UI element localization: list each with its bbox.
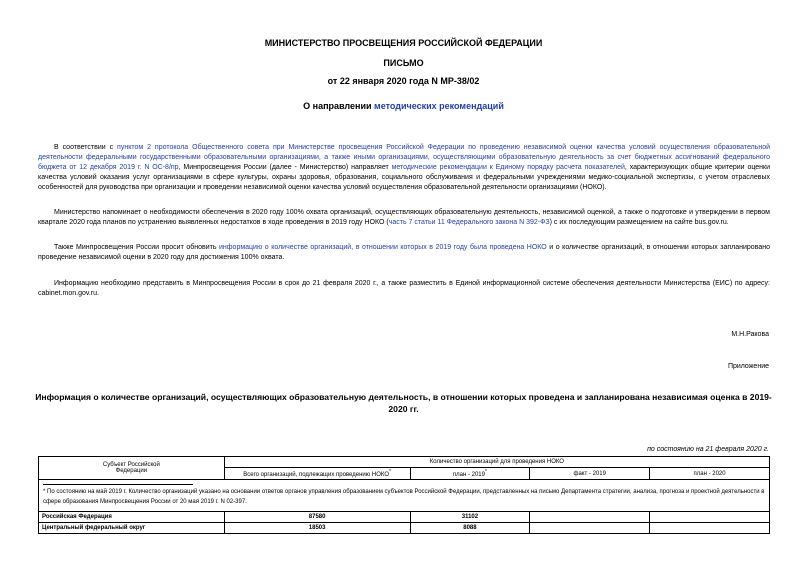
header-plan-2019-label: план - 2019 — [452, 472, 485, 478]
para1-text-3: , характеризующих общие критерии оценки качества условий оказания услуг организациями в сфере культуры, охраны здоровья, образования, социального обслуживания и федеральными учреждениями медико-социальной экспертизы, с учетом отраслевых особенностей для руководства при организации и проведении независимой оценки качества условий осуществления образовательной деятельности организациями (НОКО). — [38, 164, 770, 191]
row-plan-2020 — [650, 512, 770, 523]
row-plan-2020 — [650, 523, 770, 534]
signature: М.Н.Ракова — [731, 331, 769, 338]
date-line: от 22 января 2020 года N МР-38/02 — [327, 76, 480, 86]
row-plan-2019: 31102 — [410, 512, 530, 523]
paragraph-3 — [38, 243, 770, 263]
header-total-label: Всего организаций, подлежащих проведению НОКО — [243, 472, 390, 478]
header-subject-line-1: Субъект Российской — [102, 462, 160, 468]
protocol-link[interactable]: пунктом 2 протокола Общественного совета при Министерстве просвещения Российской Федерации по проведению независимой оценки качества условий осуществления образовательной деятельности федеральными государственными образовательными организациями, а также иными организациями, осуществляющими образовательную деятельность за счет бюджетных ассигнований федерального бюджета от 12 декабря 2019 г. N ОС-8/пр — [38, 144, 770, 171]
info-title: Информация о количестве организаций, осуществляющих образовательную деятельность, в отношении которых проведена и запланирована независимая оценка в 2019-2020 гг. — [35, 392, 772, 414]
organizations-info-link[interactable]: информацию о количестве организаций, в отношении которых в 2019 году была проведена НОКО — [219, 244, 547, 251]
row-fact-2019 — [530, 512, 650, 523]
para3-text-1: Также Минпросвещения России просит обновить — [54, 244, 220, 251]
footnote-text: По состоянию на май 2019 г. Количество организаций указано на основании ответов органов управления образованием субъектов Российской Федерации, представленных на письмо Департамента стратегии, анализа, прогноза и проектной деятельности в сфере образования Минпросвещения России от 20 мая 2019 г. N 02-397. — [43, 489, 765, 505]
para2-text-1: Министерство напоминает о необходимости обеспечения в 2020 году 100% охвата организаций, осуществляющих образовательную деятельность, независимой оценкой, а также о подготовке и утверждении в первом квартале 2020 года планов по устранению выявленных недостатков в ходе проведения в 2019 году НОКО ( — [38, 209, 770, 226]
para1-text-2: , Минпросвещения России (далее - Министерство) направляет — [178, 164, 392, 171]
footnote-cell — [39, 480, 770, 512]
table-footnote-row — [39, 480, 770, 512]
row-name: Российская Федерация — [39, 512, 225, 523]
methodical-recommendations-link[interactable]: методические рекомендации к Единому порядку расчета показателей — [391, 164, 625, 171]
appendix-label: Приложение — [727, 363, 769, 370]
footnote-marker: * — [43, 489, 48, 495]
para4-text-1: Информацию необходимо представить в Минпросвещения России в срок до 21 февраля 2020 г., а также разместить в Единой информационной системе обеспечения деятельности Министерства (ЕИС) по адресу: cabinet.mon.gov.ru. — [38, 280, 770, 297]
paragraph-4 — [38, 279, 770, 299]
as-of-date: по состоянию на 21 февраля 2020 г. — [647, 446, 769, 453]
header-subject-line-2: Федерации — [115, 468, 148, 474]
header-total: Всего организаций, подлежащих проведению НОКО* — [224, 468, 410, 480]
para3-text-2: и о количестве организаций, в отношении которых запланировано проведение независимой оценки в 2020 году для достижения 100% охвата. — [38, 244, 770, 261]
federal-law-link[interactable]: часть 7 статьи 11 Федерального закона N 392-ФЗ — [388, 219, 550, 226]
header-plan-2019: план - 2019* — [410, 468, 530, 480]
ministry-heading: МИНИСТЕРСТВО ПРОСВЕЩЕНИЯ РОССИЙСКОЙ ФЕДЕРАЦИИ — [264, 38, 543, 48]
row-plan-2019: 8088 — [410, 523, 530, 534]
organizations-table — [38, 456, 770, 534]
subject-prefix: О направлении — [303, 101, 375, 111]
table-header-row-1 — [39, 457, 770, 468]
header-fact-2019: факт - 2019 — [530, 468, 650, 480]
row-total: 18503 — [224, 523, 410, 534]
para2-text-2: ) с их последующим размещением на сайте bus.gov.ru. — [549, 219, 729, 226]
footnote-rule — [43, 484, 193, 485]
subject-line — [0, 101, 807, 111]
row-total: 87580 — [224, 512, 410, 523]
table-row — [39, 523, 770, 534]
header-plan-2020: план - 2020 — [650, 468, 770, 480]
para1-text-1: В соответствии с — [54, 144, 118, 151]
paragraph-1 — [38, 143, 770, 193]
row-fact-2019 — [530, 523, 650, 534]
doc-type-heading: ПИСЬМО — [383, 58, 424, 68]
paragraph-2 — [38, 208, 770, 228]
row-name: Центральный федеральный округ — [39, 523, 225, 534]
header-subject — [39, 457, 225, 480]
subject-link[interactable]: методических рекомендаций — [374, 101, 504, 111]
header-group: Количество организаций для проведения НОКО — [224, 457, 769, 468]
table-row — [39, 512, 770, 523]
